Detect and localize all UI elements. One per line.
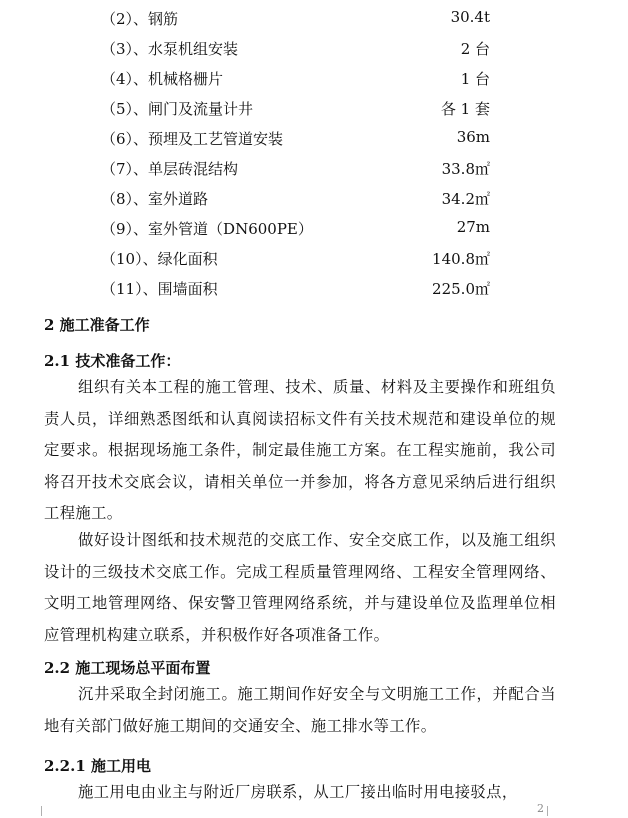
paragraph: 施工用电由业主与附近厂房联系，从工厂接出临时用电接驳点， — [78, 783, 518, 801]
item-label: （6）、预埋及工艺管道安装 — [101, 130, 284, 148]
list-item — [0, 98, 628, 128]
page-corner-mark — [31, 806, 42, 816]
item-label: （10）、绿化面积 — [101, 250, 218, 268]
page-corner-mark — [547, 806, 558, 816]
item-value: 1 台 — [460, 70, 490, 88]
item-label: （5）、闸门及流量计井 — [101, 100, 254, 118]
list-item — [0, 158, 628, 188]
item-label: （8）、室外道路 — [101, 190, 209, 208]
paragraph: 沉井采取全封闭施工。施工期间作好安全与文明施工工作，并配合当地有关部门做好施工期间的交通安全、施工排水等工作。 — [44, 685, 556, 735]
list-item — [0, 128, 628, 158]
item-value: 36m — [456, 128, 490, 146]
subsection-heading: 2.2 施工现场总平面布置 — [44, 659, 211, 677]
list-item — [0, 278, 628, 308]
item-value: 140.8㎡ — [432, 250, 490, 268]
subsection-heading: 2.2.1 施工用电 — [44, 757, 151, 775]
item-value: 27m — [456, 218, 490, 236]
subsection-heading: 2.1 技术准备工作： — [44, 352, 181, 370]
item-value: 33.8㎡ — [441, 160, 490, 178]
list-item — [0, 188, 628, 218]
item-value: 2 台 — [460, 40, 490, 58]
list-item — [0, 38, 628, 68]
page-number: 2 — [537, 802, 544, 815]
item-label: （9）、室外管道（DN600PE） — [101, 220, 313, 238]
item-label: （2）、钢筋 — [101, 10, 179, 28]
item-label: （11）、围墙面积 — [101, 280, 218, 298]
section-heading: 2 施工准备工作 — [44, 316, 150, 334]
list-item — [0, 68, 628, 98]
paragraph: 做好设计图纸和技术规范的交底工作、安全交底工作，以及施工组织设计的三级技术交底工作。完成工程质量管理网络、工程安全管理网络、文明工地管理网络、保安警卫管理网络系统，并与建设单位及监理单位相应管理机构建立联系，并积极作好各项准备工作。 — [44, 531, 556, 644]
item-label: （3）、水泵机组安装 — [101, 40, 239, 58]
list-item — [0, 248, 628, 278]
list-item — [0, 218, 628, 248]
item-value: 30.4t — [450, 8, 490, 26]
item-value: 34.2㎡ — [441, 190, 490, 208]
paragraph: 组织有关本工程的施工管理、技术、质量、材料及主要操作和班组负责人员，详细熟悉图纸和认真阅读招标文件有关技术规范和建设单位的规定要求。根据现场施工条件，制定最佳施工方案。在工程实施前，我公司将召开技术交底会议，请相关单位一并参加，将各方意见采纳后进行组织工程施工。 — [44, 378, 556, 523]
item-label: （7）、单层砖混结构 — [101, 160, 239, 178]
item-value: 各 1 套 — [440, 100, 490, 118]
item-label: （4）、机械格栅片 — [101, 70, 224, 88]
list-item — [0, 8, 628, 38]
item-value: 225.0㎡ — [432, 280, 490, 298]
